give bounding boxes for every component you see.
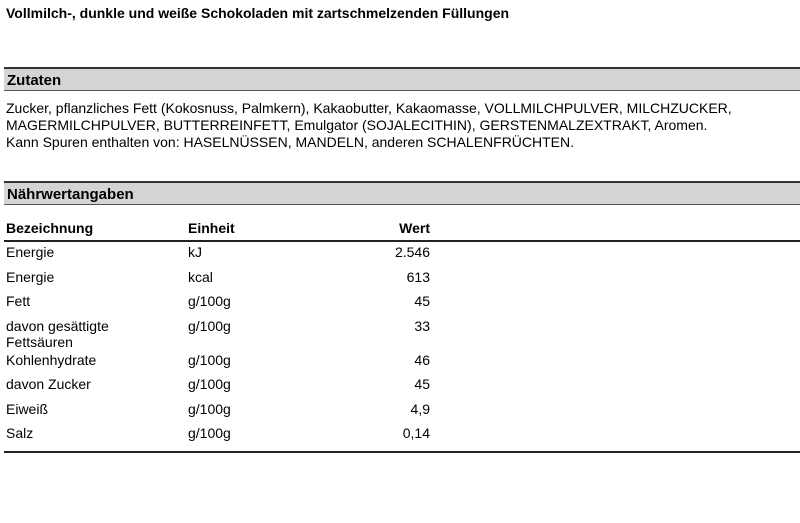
nutrition-header <box>4 181 800 205</box>
ingredients-block <box>6 100 798 151</box>
ingredients-heading: Zutaten <box>7 72 62 89</box>
row-spacer <box>432 241 800 267</box>
table-row <box>4 399 800 424</box>
row-unit: kJ <box>188 244 202 260</box>
row-value: 2.546 <box>394 244 430 260</box>
ingredients-header <box>4 67 800 91</box>
table-row <box>4 241 800 267</box>
nutrition-table-header-row <box>4 214 800 241</box>
row-unit: g/100g <box>188 400 231 417</box>
row-name: davon Zucker <box>6 376 91 392</box>
table-row <box>4 291 800 316</box>
row-unit: kcal <box>188 268 213 285</box>
row-value: 45 <box>414 293 430 309</box>
table-row <box>4 267 800 292</box>
row-value: 45 <box>414 376 430 392</box>
row-spacer <box>432 423 800 452</box>
allergen-note: Kann Spuren enthalten von: HASELNÜSSEN, MANDELN, anderen SCHALENFRÜCHTEN. <box>6 134 575 150</box>
column-header-spacer <box>432 214 800 241</box>
column-header-value: Wert <box>320 214 432 241</box>
nutrition-table <box>4 214 800 453</box>
row-name: Energie <box>6 268 55 285</box>
column-header-unit: Einheit <box>186 214 320 241</box>
row-name: Fett <box>6 293 31 309</box>
row-unit: g/100g <box>188 293 231 309</box>
nutrition-heading: Nährwertangaben <box>7 186 134 203</box>
row-spacer <box>432 316 800 350</box>
row-name: Salz <box>4 423 186 452</box>
row-spacer <box>432 399 800 424</box>
row-value: 4,9 <box>410 400 430 417</box>
table-row <box>4 423 800 452</box>
row-spacer <box>432 350 800 375</box>
row-name: Energie <box>6 244 55 260</box>
column-header-name: Bezeichnung <box>4 214 186 241</box>
row-unit: g/100g <box>188 376 231 392</box>
row-value: 0,14 <box>320 423 432 452</box>
ingredients-text: Zucker, pflanzliches Fett (Kokosnuss, Palmkern), Kakaobutter, Kakaomasse, VOLLMILCHPULVER, MILCHZUCKER, MAGERMILCHPULVER, BUTTERREINFETT, Emulgator (SOJALECITHIN), GERSTENMALZEXTRAKT, Aromen. <box>6 100 732 133</box>
row-unit: g/100g <box>186 423 320 452</box>
row-name: Eiweiß <box>6 400 49 417</box>
product-title: Vollmilch-, dunkle und weiße Schokoladen mit zartschmelzenden Füllungen <box>6 5 510 21</box>
table-row <box>4 316 800 350</box>
row-name: davon gesättigte Fettsäuren <box>6 317 109 350</box>
row-value: 46 <box>414 351 430 368</box>
row-value: 33 <box>414 317 430 334</box>
row-unit: g/100g <box>188 351 231 368</box>
row-name: Kohlenhydrate <box>6 351 97 368</box>
row-spacer <box>432 291 800 316</box>
table-row <box>4 350 800 375</box>
table-row <box>4 374 800 399</box>
row-spacer <box>432 374 800 399</box>
row-spacer <box>432 267 800 292</box>
row-value: 613 <box>406 268 430 285</box>
row-unit: g/100g <box>188 317 231 334</box>
